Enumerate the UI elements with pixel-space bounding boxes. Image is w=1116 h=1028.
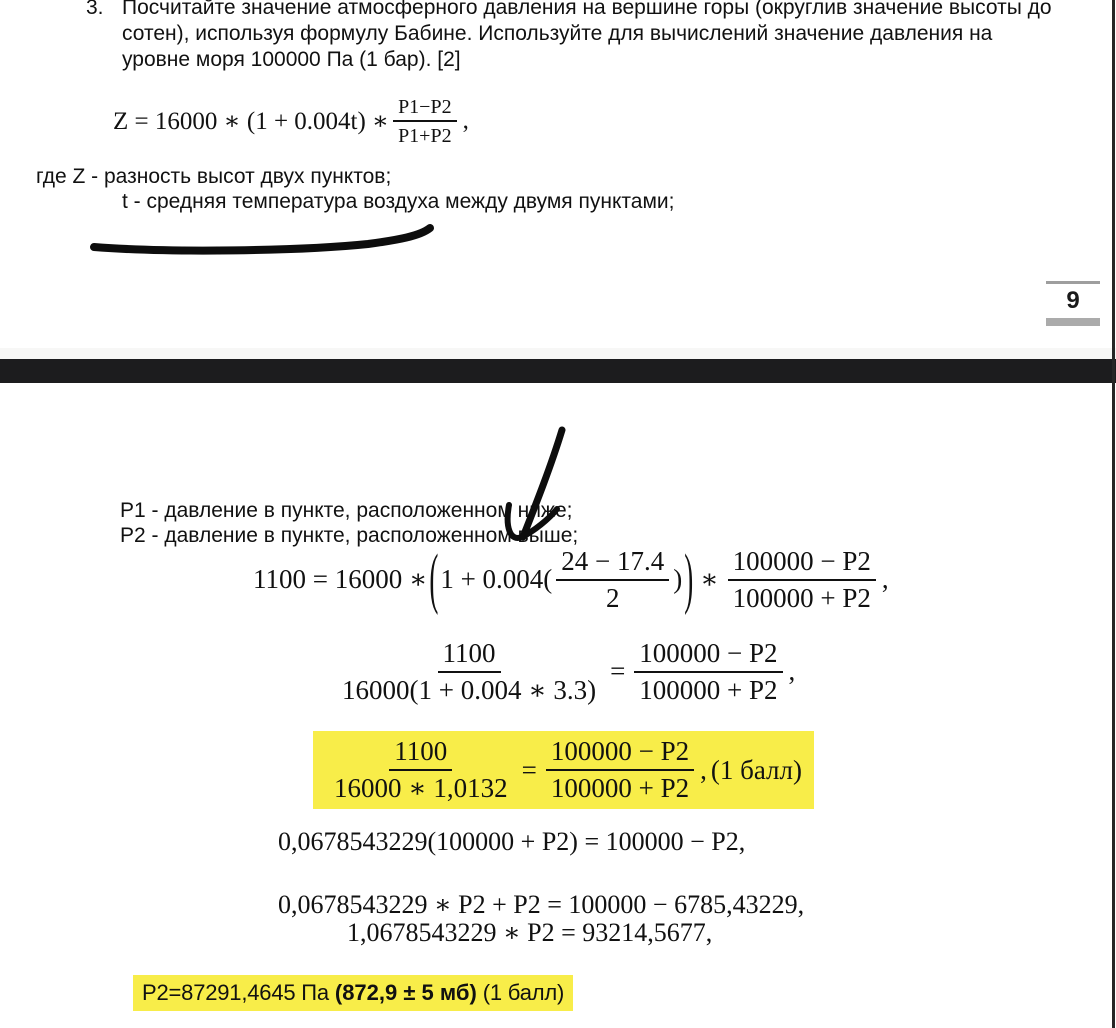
page-divider-bar bbox=[0, 359, 1116, 383]
where-definition-t: t - средняя температура воздуха между двумя пунктами; bbox=[122, 190, 675, 213]
fraction-numerator: 24 − 17.4 bbox=[556, 547, 669, 581]
fraction-numerator: P1−P2 bbox=[393, 96, 457, 122]
eq1-inner-close-paren: ) bbox=[673, 564, 683, 595]
problem-text bbox=[122, 0, 1082, 73]
eq3-fraction-right bbox=[546, 737, 694, 803]
fraction-denominator: 16000(1 + 0.004 ∗ 3.3) bbox=[342, 674, 597, 705]
where-definition-z: где Z - разность высот двух пунктов; bbox=[36, 165, 392, 188]
fraction-denominator: 2 bbox=[606, 582, 620, 613]
equation-3 bbox=[325, 737, 802, 803]
problem-text-line-3: уровне моря 100000 Па (1 бар). [2] bbox=[122, 48, 461, 71]
p1-definition: P1 - давление в пункте, расположенном ниже; bbox=[120, 499, 573, 522]
fraction-numerator: 100000 − P2 bbox=[728, 547, 876, 581]
eq1-big-close-paren: ) bbox=[684, 541, 694, 617]
fraction-denominator: 100000 + P2 bbox=[550, 772, 690, 803]
eq2-equals-sign: = bbox=[610, 656, 626, 687]
equation-6: 1,0678543229 ∗ P2 = 93214,5677, bbox=[347, 918, 713, 947]
eq1-big-open-paren: ( bbox=[429, 541, 439, 617]
fraction-denominator: 16000 ∗ 1,0132 bbox=[334, 772, 508, 803]
equation-2 bbox=[333, 637, 795, 707]
fraction-numerator: 100000 − P2 bbox=[634, 639, 782, 673]
eq1-fraction-pressure bbox=[728, 547, 876, 613]
babinet-formula-fraction bbox=[393, 96, 457, 147]
eq1-times-operator: ∗ bbox=[700, 564, 719, 595]
page-gap-band bbox=[0, 348, 1116, 359]
eq1-comma: , bbox=[881, 564, 889, 595]
problem-text-line-2: сотен), используя формулу Бабине. Используйте для вычислений значение давления на bbox=[122, 22, 993, 45]
eq2-fraction-right bbox=[634, 639, 782, 705]
fraction-numerator: 100000 − P2 bbox=[546, 737, 694, 771]
problem-text-line-1: Посчитайте значение атмосферного давления на вершине горы (округлив значение высоты до bbox=[122, 0, 1052, 19]
p2-definition: P2 - давление в пункте, расположенном выше; bbox=[120, 524, 579, 547]
equation-4: 0,0678543229(100000 + P2) = 100000 − P2, bbox=[278, 827, 746, 856]
eq2-fraction-left bbox=[337, 639, 601, 705]
eq3-equals-sign: = bbox=[521, 754, 537, 785]
fraction-denominator: 100000 + P2 bbox=[639, 674, 778, 705]
equation-5: 0,0678543229 ∗ P2 + P2 = 100000 − 6785,43229, bbox=[278, 890, 805, 919]
fraction-denominator: 100000 + P2 bbox=[732, 582, 871, 613]
problem-number: 3. bbox=[86, 0, 104, 19]
result-value: P2=87291,4645 Па bbox=[142, 980, 335, 1005]
hand-drawn-underline bbox=[94, 228, 430, 251]
highlighted-result-line bbox=[133, 975, 573, 1011]
highlighted-equation-3 bbox=[313, 731, 814, 809]
result-millibar-bold: (872,9 ± 5 мб) bbox=[334, 980, 477, 1005]
eq1-fraction-temperature bbox=[556, 547, 669, 613]
eq2-comma: , bbox=[788, 656, 796, 687]
babinet-formula bbox=[113, 90, 469, 152]
page-number-rule-bottom bbox=[1046, 318, 1100, 326]
eq1-inner-lead: 1 + 0.004( bbox=[440, 564, 553, 595]
eq3-fraction-left bbox=[329, 737, 513, 803]
fraction-numerator: 1100 bbox=[438, 639, 501, 673]
fraction-numerator: 1100 bbox=[389, 737, 452, 771]
page-right-edge bbox=[1112, 0, 1115, 1028]
result-score-label: (1 балл) bbox=[476, 980, 565, 1005]
page-number-block bbox=[1046, 281, 1100, 326]
eq3-score-label: (1 балл) bbox=[710, 754, 802, 785]
fraction-denominator: P1+P2 bbox=[398, 124, 452, 147]
eq3-comma: , bbox=[700, 754, 707, 785]
babinet-formula-lhs: Z = 16000 ∗ (1 + 0.004t) ∗ bbox=[113, 108, 390, 135]
eq1-lead: 1100 = 16000 ∗ bbox=[253, 564, 428, 595]
equation-1 bbox=[253, 543, 889, 617]
formula-comma: , bbox=[462, 107, 469, 134]
page-number: 9 bbox=[1066, 287, 1080, 314]
